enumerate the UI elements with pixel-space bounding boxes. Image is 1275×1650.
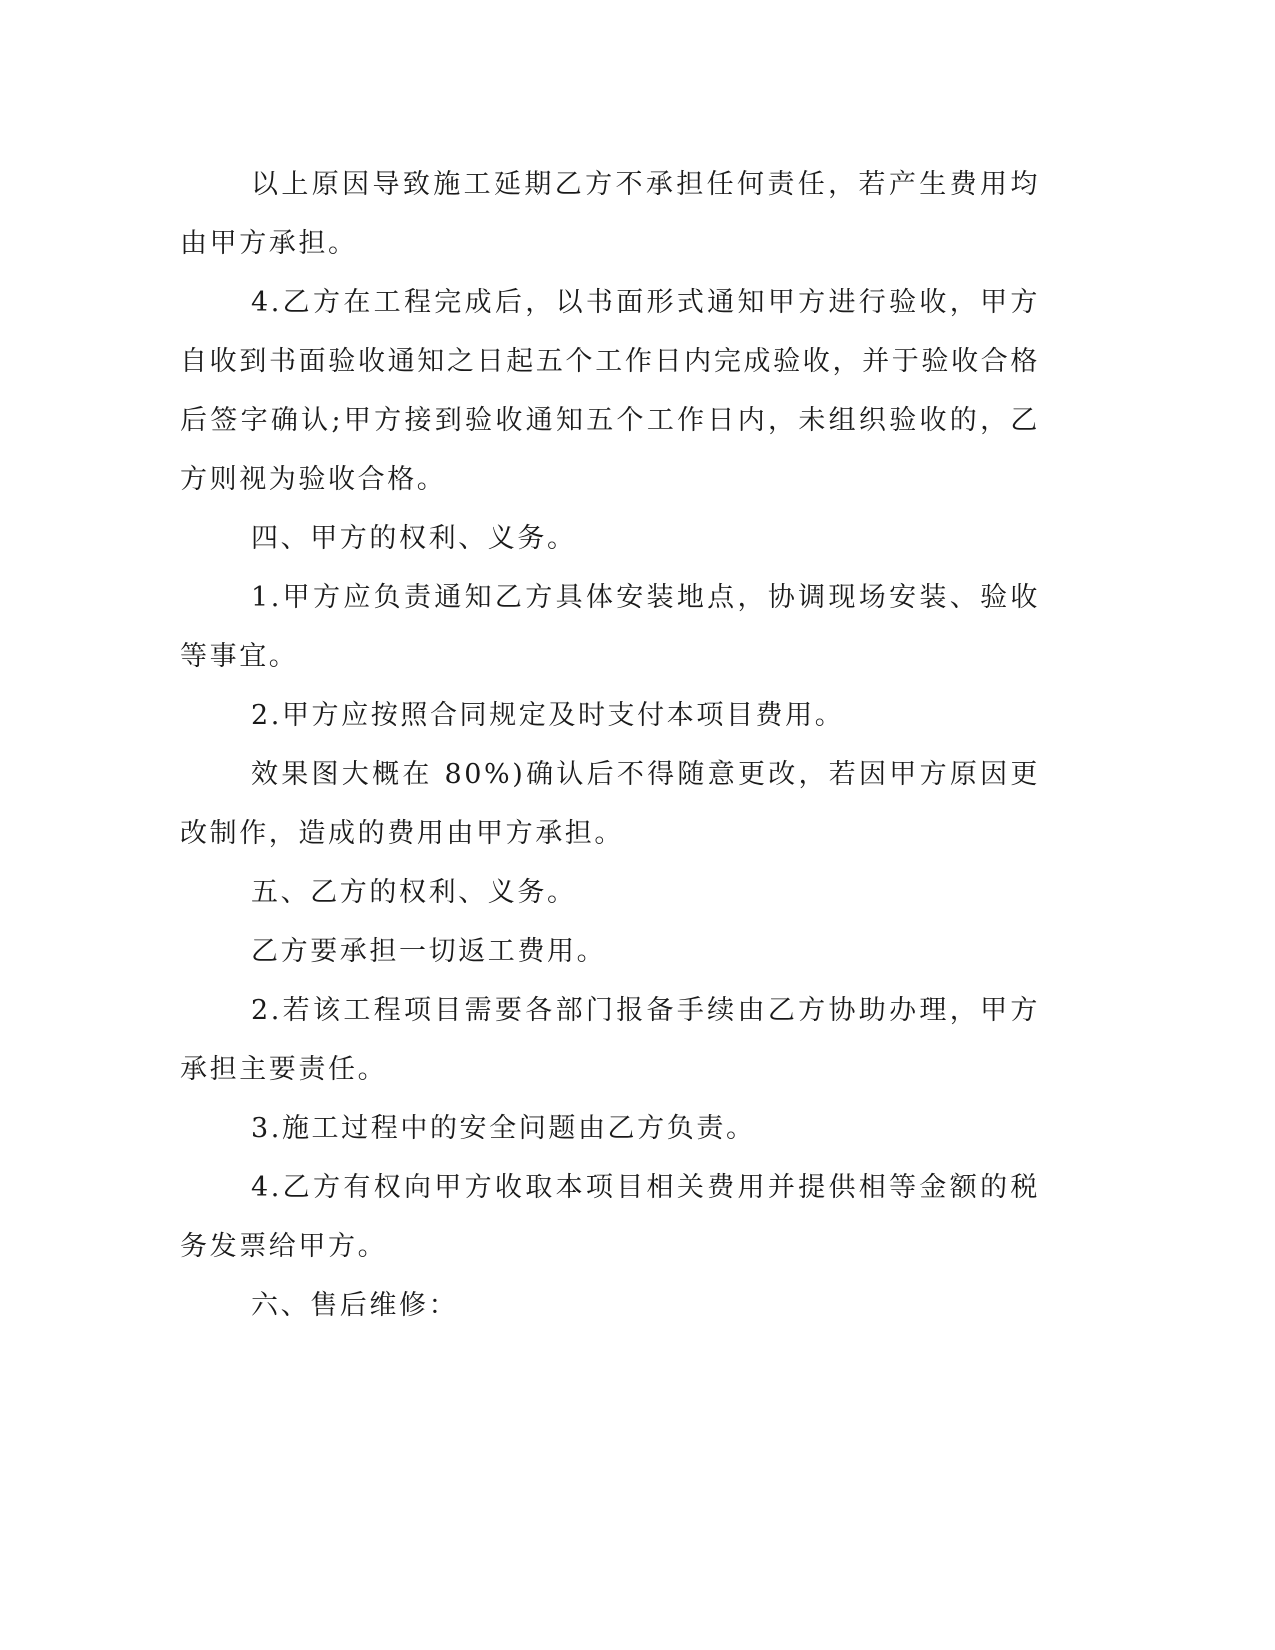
section-heading-party-b: 五、乙方的权利、义务。 [251,877,577,908]
paragraph-party-b-item-3: 3.施工过程中的安全问题由乙方负责。 [251,1113,756,1144]
paragraph-party-b-item-4: 4.乙方有权向甲方收取本项目相关费用并提供相等金额的税务发票给甲方。 [180,1172,1040,1262]
paragraph-party-a-item-1: 1.甲方应负责通知乙方具体安装地点，协调现场安装、验收等事宜。 [180,582,1040,672]
section-heading-party-a: 四、甲方的权利、义务。 [251,523,577,554]
paragraph-rendering-approval: 效果图大概在 80%)确认后不得随意更改，若因甲方原因更改制作，造成的费用由甲方承担。 [180,759,1040,849]
paragraph-acceptance: 4.乙方在工程完成后，以书面形式通知甲方进行验收，甲方自收到书面验收通知之日起五个工作日内完成验收，并于验收合格后签字确认;甲方接到验收通知五个工作日内，未组织验收的，乙方则视为验收合格。 [180,287,1040,495]
section-heading-after-sales: 六、售后维修： [251,1290,459,1321]
paragraph-rework-cost: 乙方要承担一切返工费用。 [251,936,607,967]
paragraph-party-a-item-2: 2.甲方应按照合同规定及时支付本项目费用。 [251,700,845,731]
paragraph-party-b-item-2: 2.若该工程项目需要各部门报备手续由乙方协助办理，甲方承担主要责任。 [180,995,1040,1085]
paragraph-delay-liability: 以上原因导致施工延期乙方不承担任何责任，若产生费用均由甲方承担。 [180,169,1040,259]
document-body [180,155,1040,1335]
